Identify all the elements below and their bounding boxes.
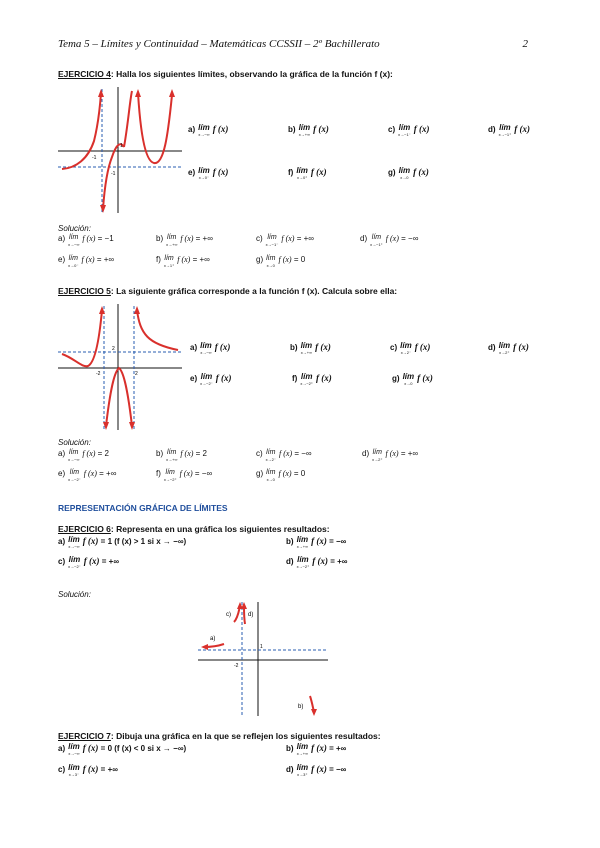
exercise-6-item-d: d) lím x→−2⁺ f (x) = +∞: [286, 555, 348, 569]
exercise-5-graph: [58, 302, 182, 432]
exercise-4-graph: [58, 85, 182, 215]
exercise-4-solution-label: Solución:: [58, 224, 91, 233]
exercise-4-label: EJERCICIO 4: [58, 69, 111, 79]
exercise-4-item-e: e) lím x→0⁻ f (x): [188, 166, 229, 180]
exercise-4-item-c: c) lím x→−1⁻ f (x): [388, 123, 430, 137]
exercise-4-text: : Halla los siguientes límites, observando la gráfica de la función f (x):: [110, 69, 393, 79]
arrow-up-icon: [169, 89, 175, 97]
exercise-6-item-b: b) lím x→+∞ f (x) = −∞: [286, 535, 347, 549]
curve-middle-rise: [124, 91, 132, 147]
exercise-5-item-f: f) lím x→−2⁺ f (x): [292, 372, 332, 386]
graph-label-d: d): [248, 612, 254, 618]
exercise-6-graph: [198, 600, 328, 718]
exercise-4-solution-f: f) lím x→1⁺ f (x) = +∞: [156, 255, 210, 268]
page-number: 2: [522, 38, 528, 50]
exercise-6-item-c: c) lím x→−2⁻ f (x) = +∞: [58, 555, 120, 569]
exercise-4-solution-a: a) lím x→−∞ f (x) = −1: [58, 234, 114, 247]
exercise-7-label: EJERCICIO 7: [58, 731, 111, 741]
page-header: [58, 38, 528, 50]
tick-label: 2: [135, 371, 138, 377]
tick-label: -2: [96, 371, 101, 377]
exercise-7-item-b: b) lím x→+∞ f (x) = +∞: [286, 742, 347, 756]
graph-label-c: c): [226, 612, 231, 618]
arrow-left-icon: [201, 644, 208, 650]
tick-label: -1: [92, 155, 97, 161]
exercise-4-item-g: g) lím x→0 f (x): [388, 166, 429, 180]
arrow-up-icon: [135, 89, 141, 97]
exercise-5-title: [58, 286, 397, 296]
exercise-5-item-g: g) lím x→0 f (x): [392, 372, 433, 386]
exercise-7-title: [58, 731, 381, 741]
tick-label: 1: [120, 143, 123, 149]
exercise-5-item-e: e) lím x→−2⁻ f (x): [190, 372, 232, 386]
exercise-7-item-a: a) lím x→−∞ f (x) = 0 (f (x) < 0 si x → −∞): [58, 742, 187, 756]
tick-label: -2: [234, 663, 239, 669]
exercise-4-item-a: a) lím x→−∞ f (x): [188, 123, 229, 137]
graph-label-b: b): [298, 704, 304, 710]
arrow-down-icon: [311, 709, 317, 716]
exercise-4-title: [58, 69, 393, 79]
exercise-6-text: : Representa en una gráfica los siguientes resultados:: [110, 524, 330, 534]
exercise-5-item-b: b) lím x→+∞ f (x): [290, 341, 331, 355]
curve-right-branch: [138, 93, 172, 163]
exercise-5-label: EJERCICIO 5: [58, 286, 111, 296]
arrow-up-icon: [98, 89, 104, 97]
tick-label: 2: [112, 346, 115, 352]
exercise-4-item-d: d) lím x→−1⁺ f (x): [488, 123, 530, 137]
exercise-5-solution-e: e) lím x→−2⁻ f (x) = +∞: [58, 469, 117, 482]
exercise-5-item-c: c) lím x→2⁻ f (x): [390, 341, 431, 355]
exercise-7-item-c: c) lím x→3⁻ f (x) = +∞: [58, 763, 118, 777]
exercise-4-item-f: f) lím x→0⁺ f (x): [288, 166, 327, 180]
exercise-7-item-d: d) lím x→3⁺ f (x) = −∞: [286, 763, 347, 777]
exercise-4-solution-g: g) lím x→0 f (x) = 0: [256, 255, 306, 268]
tick-label: 1: [260, 644, 263, 650]
exercise-4-solution-b: b) lím x→+∞ f (x) = +∞: [156, 234, 213, 247]
exercise-6-solution-label: Solución:: [58, 590, 91, 599]
exercise-7-text: : Dibuja una gráfica en la que se reflejen los siguientes resultados:: [110, 731, 381, 741]
curve-middle-branch: [106, 368, 132, 426]
header-title: Tema 5 – Límites y Continuidad – Matemáticas CCSSII – 2º Bachillerato: [58, 38, 380, 50]
exercise-5-solution-d: d) lím x→2⁺ f (x) = +∞: [362, 449, 419, 462]
exercise-5-text: : La siguiente gráfica corresponde a la función f (x). Calcula sobre ella:: [110, 286, 398, 296]
graph-label-a: a): [210, 636, 216, 642]
exercise-6-item-a: a) lím x→−∞ f (x) = 1 (f (x) > 1 si x → −∞): [58, 535, 187, 549]
exercise-5-item-d: d) lím x→2⁺ f (x): [488, 341, 529, 355]
exercise-5-solution-b: b) lím x→+∞ f (x) = 2: [156, 449, 207, 462]
exercise-4-solution-d: d) lím x→−1⁺ f (x) = −∞: [360, 234, 419, 247]
arrow-down-icon: [100, 205, 106, 213]
exercise-5-solution-label: Solución:: [58, 438, 91, 447]
section-heading: REPRESENTACIÓN GRÁFICA DE LÍMITES: [58, 503, 228, 513]
exercise-6-title: [58, 524, 330, 534]
exercise-5-solution-g: g) lím x→0 f (x) = 0: [256, 469, 306, 482]
exercise-5-solution-f: f) lím x→−2⁺ f (x) = −∞: [156, 469, 213, 482]
exercise-5-item-a: a) lím x→−∞ f (x): [190, 341, 231, 355]
exercise-5-solution-a: a) lím x→−∞ f (x) = 2: [58, 449, 109, 462]
curve-left-branch: [62, 310, 102, 366]
curve-right-branch: [137, 310, 178, 350]
arrow-up-icon: [134, 306, 140, 314]
exercise-5-solution-c: c) lím x→2⁻ f (x) = −∞: [256, 449, 312, 462]
tick-label: -1: [111, 171, 116, 177]
exercise-4-solution-e: e) lím x→0⁻ f (x) = +∞: [58, 255, 115, 268]
exercise-4-solution-c: c) lím x→−1⁻ f (x) = +∞: [256, 234, 314, 247]
exercise-4-item-b: b) lím x→+∞ f (x): [288, 123, 329, 137]
exercise-6-label: EJERCICIO 6: [58, 524, 111, 534]
